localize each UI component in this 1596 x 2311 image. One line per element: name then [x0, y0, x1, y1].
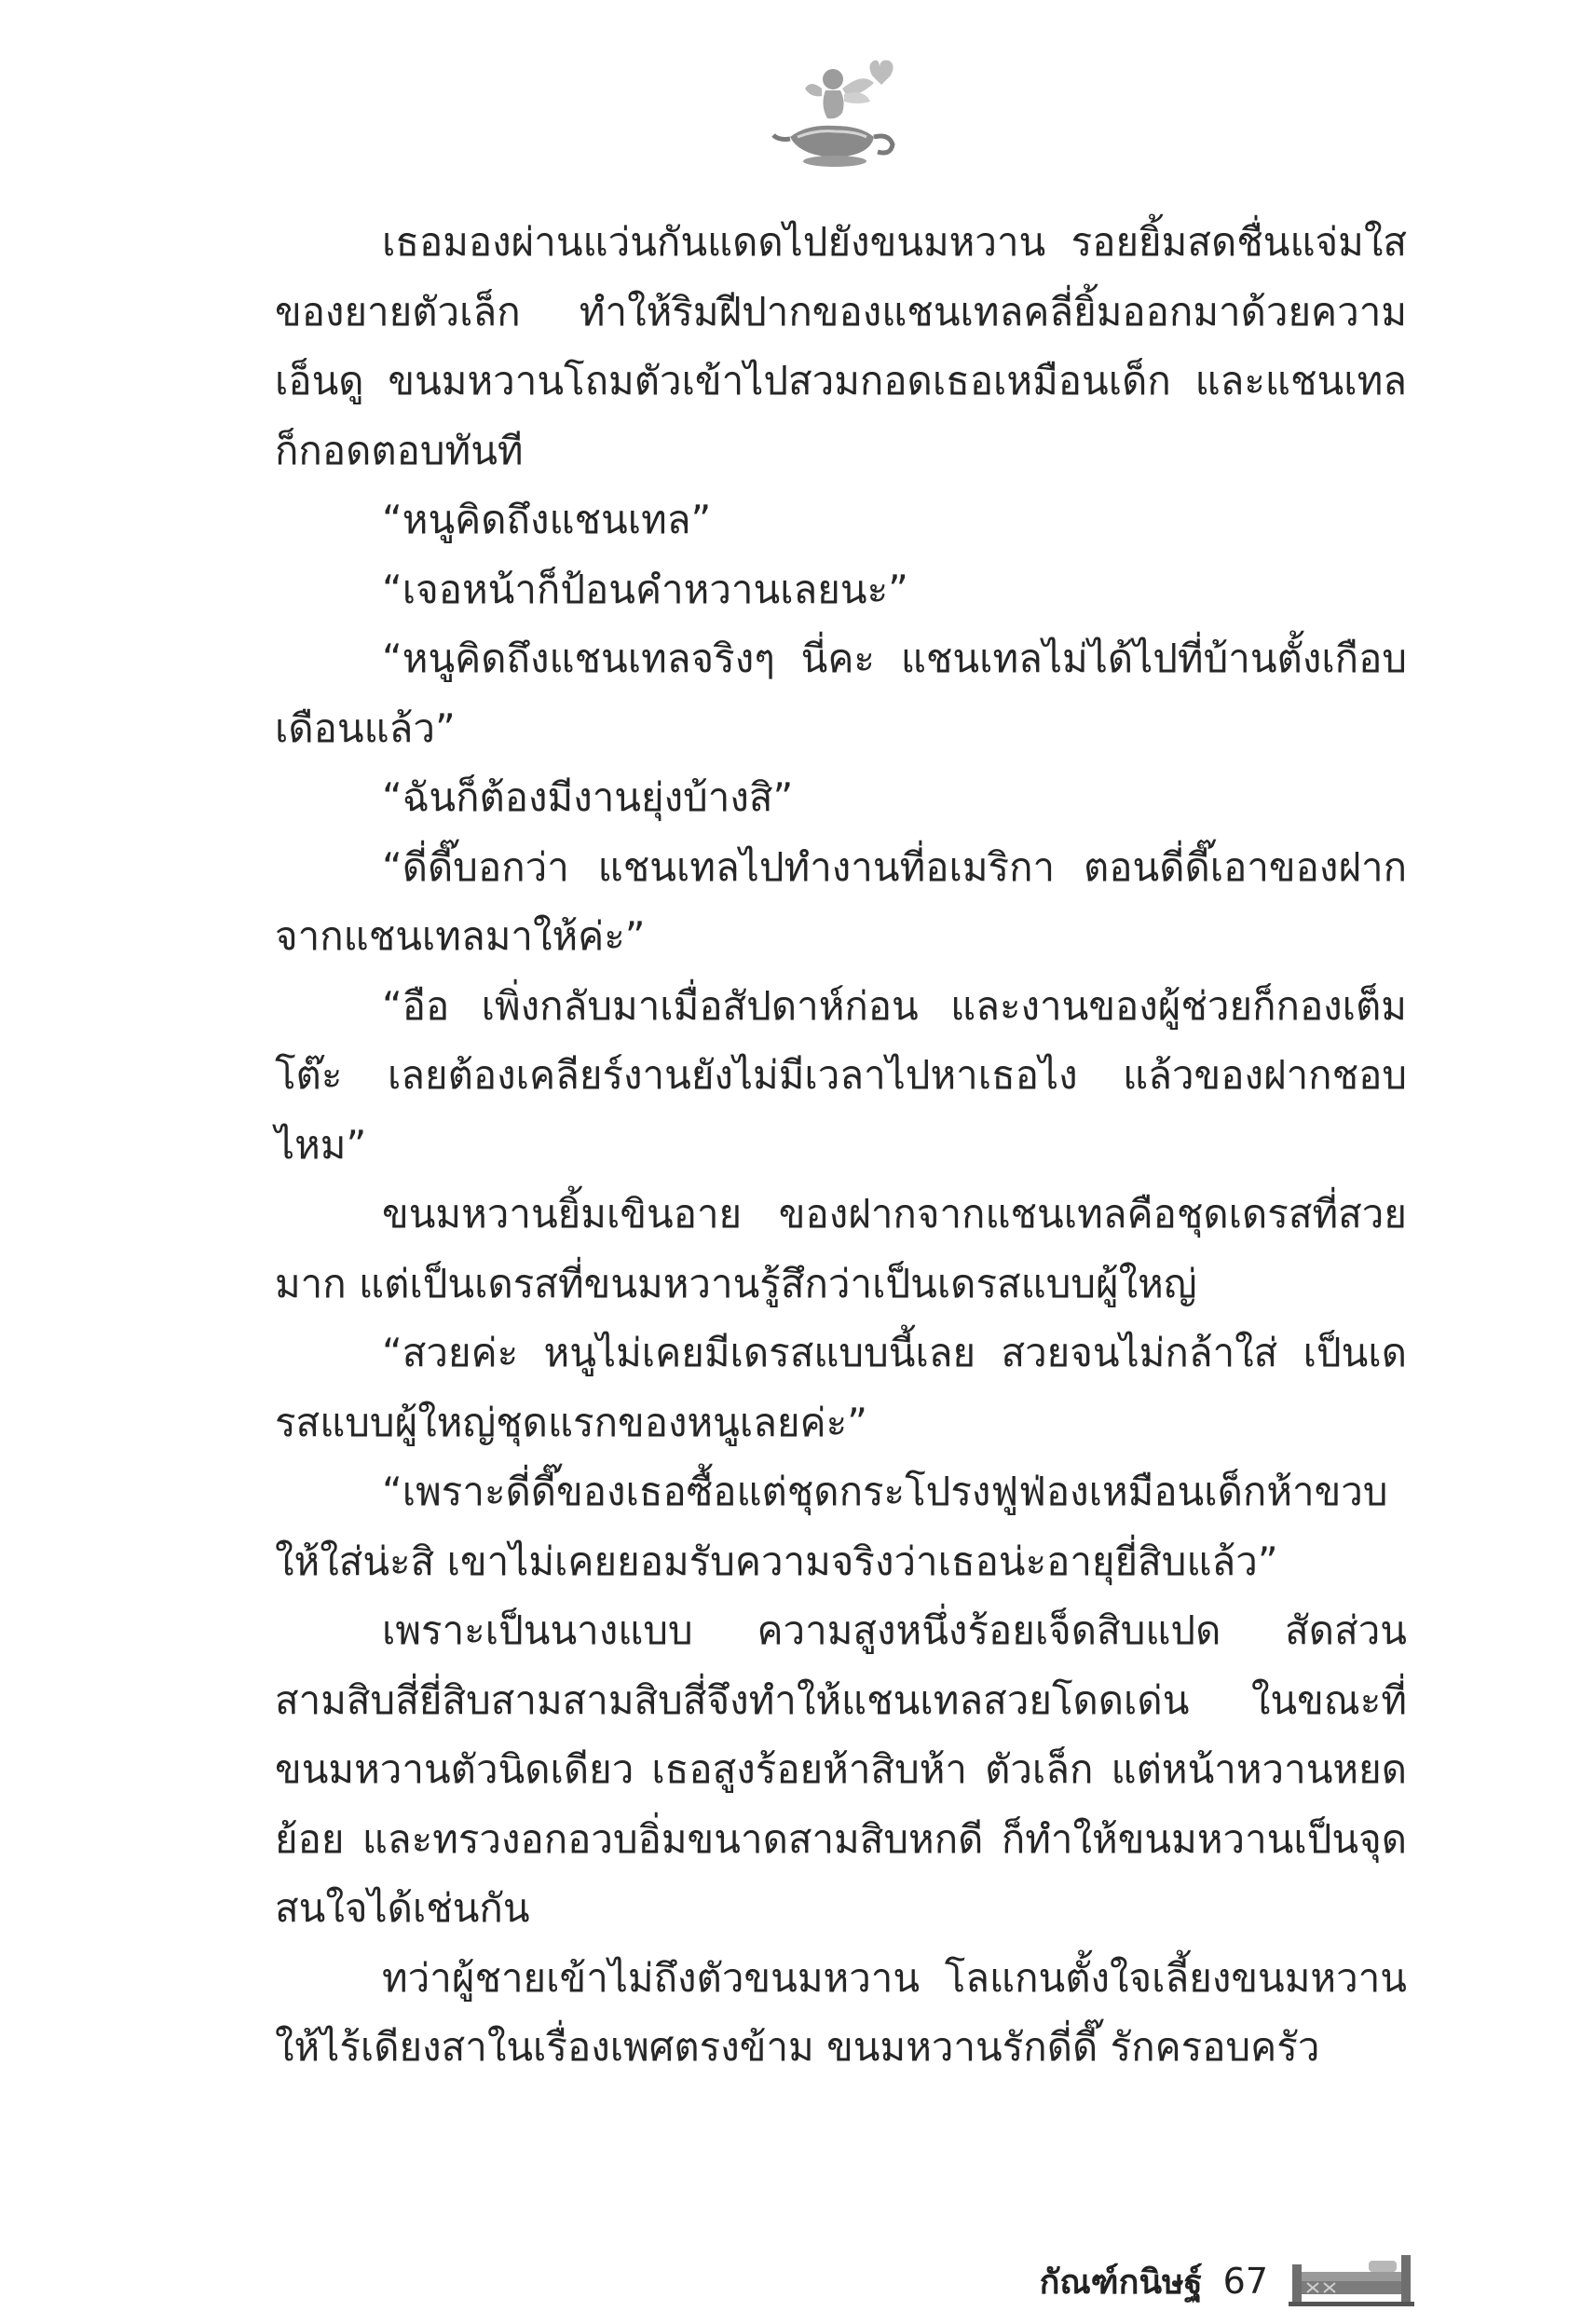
paragraph: “เจอหน้าก็ป้อนคำหวานเลยนะ” — [382, 566, 908, 612]
paragraph: “เพราะดี่ดี๊ของเธอซื้อแต่ชุดกระโปรงฟูฟ่องเหมือนเด็กห้าขวบให้ใส่น่ะสิ เขาไม่เคยยอมรับความจริงว่าเธอน่ะอายุยี่สิบแล้ว” — [275, 1469, 1388, 1584]
paragraph: เพราะเป็นนางแบบ ความสูงหนึ่งร้อยเจ็ดสิบแปด สัดส่วนสามสิบสี่ยี่สิบสามสามสิบสี่จึงทำให้แชนเทลสวยโดดเด่น ในขณะที่ขนมหวานตัวนิดเดียว เธอสูงร้อยห้าสิบห้า ตัวเล็ก แต่หน้าหวานหยดย้อย และทรวงอกอวบอิ่มขนาดสามสิบหกดี ก็ทำให้ขนมหวานเป็นจุดสนใจได้เช่นกัน — [275, 1607, 1407, 1931]
paragraph: “สวยค่ะ หนูไม่เคยมีเดรสแบบนี้เลย สวยจนไม่กล้าใส่ เป็นเดรสแบบผู้ใหญ่ชุดแรกของหนูเลยค่ะ” — [275, 1330, 1407, 1445]
bed-icon — [1289, 2251, 1414, 2311]
paragraph: ทว่าผู้ชายเข้าไม่ถึงตัวขนมหวาน โลแกนตั้งใจเลี้ยงขนมหวานให้ไร้เดียงสาในเรื่องเพศตรงข้าม ขนมหวานรักดี่ดี๊ รักครอบครัว — [275, 1954, 1407, 2070]
cherub-teapot-icon — [770, 51, 909, 172]
paragraph: “อือ เพิ่งกลับมาเมื่อสัปดาห์ก่อน และงานของผู้ช่วยก็กองเต็มโต๊ะ เลยต้องเคลียร์งานยังไม่มีเวลาไปหาเธอไง แล้วของฝากชอบไหม” — [275, 982, 1407, 1168]
paragraph: ขนมหวานยิ้มเขินอาย ของฝากจากแชนเทลคือชุดเดรสที่สวยมาก แต่เป็นเดรสที่ขนมหวานรู้สึกว่าเป็นเดรสแบบผู้ใหญ่ — [275, 1191, 1407, 1306]
author-name: กัณฑ์กนิษฐ์ — [1039, 2263, 1203, 2302]
paragraph: “ดี่ดี๊บอกว่า แชนเทลไปทำงานที่อเมริกา ตอนดี่ดี๊เอาของฝากจากแชนเทลมาให้ค่ะ” — [275, 843, 1407, 959]
paragraph: “หนูคิดถึงแชนเทลจริงๆ นี่คะ แชนเทลไม่ได้ไปที่บ้านตั้งเกือบเดือนแล้ว” — [275, 636, 1407, 751]
page-footer — [1040, 2253, 1414, 2309]
body-text — [275, 208, 1407, 2083]
paragraph: “ฉันก็ต้องมีงานยุ่งบ้างสิ” — [382, 774, 794, 820]
paragraph: “หนูคิดถึงแชนเทล” — [382, 497, 712, 542]
paragraph: เธอมองผ่านแว่นกันแดดไปยังขนมหวาน รอยยิ้มสดชื่นแจ่มใสของยายตัวเล็ก ทำให้ริมฝีปากของแชนเทลคลี่ยิ้มออกมาด้วยความเอ็นดู ขนมหวานโถมตัวเข้าไปสวมกอดเธอเหมือนเด็ก และแชนเทลก็กอดตอบทันที — [275, 219, 1407, 473]
page-number: 67 — [1222, 2261, 1268, 2302]
